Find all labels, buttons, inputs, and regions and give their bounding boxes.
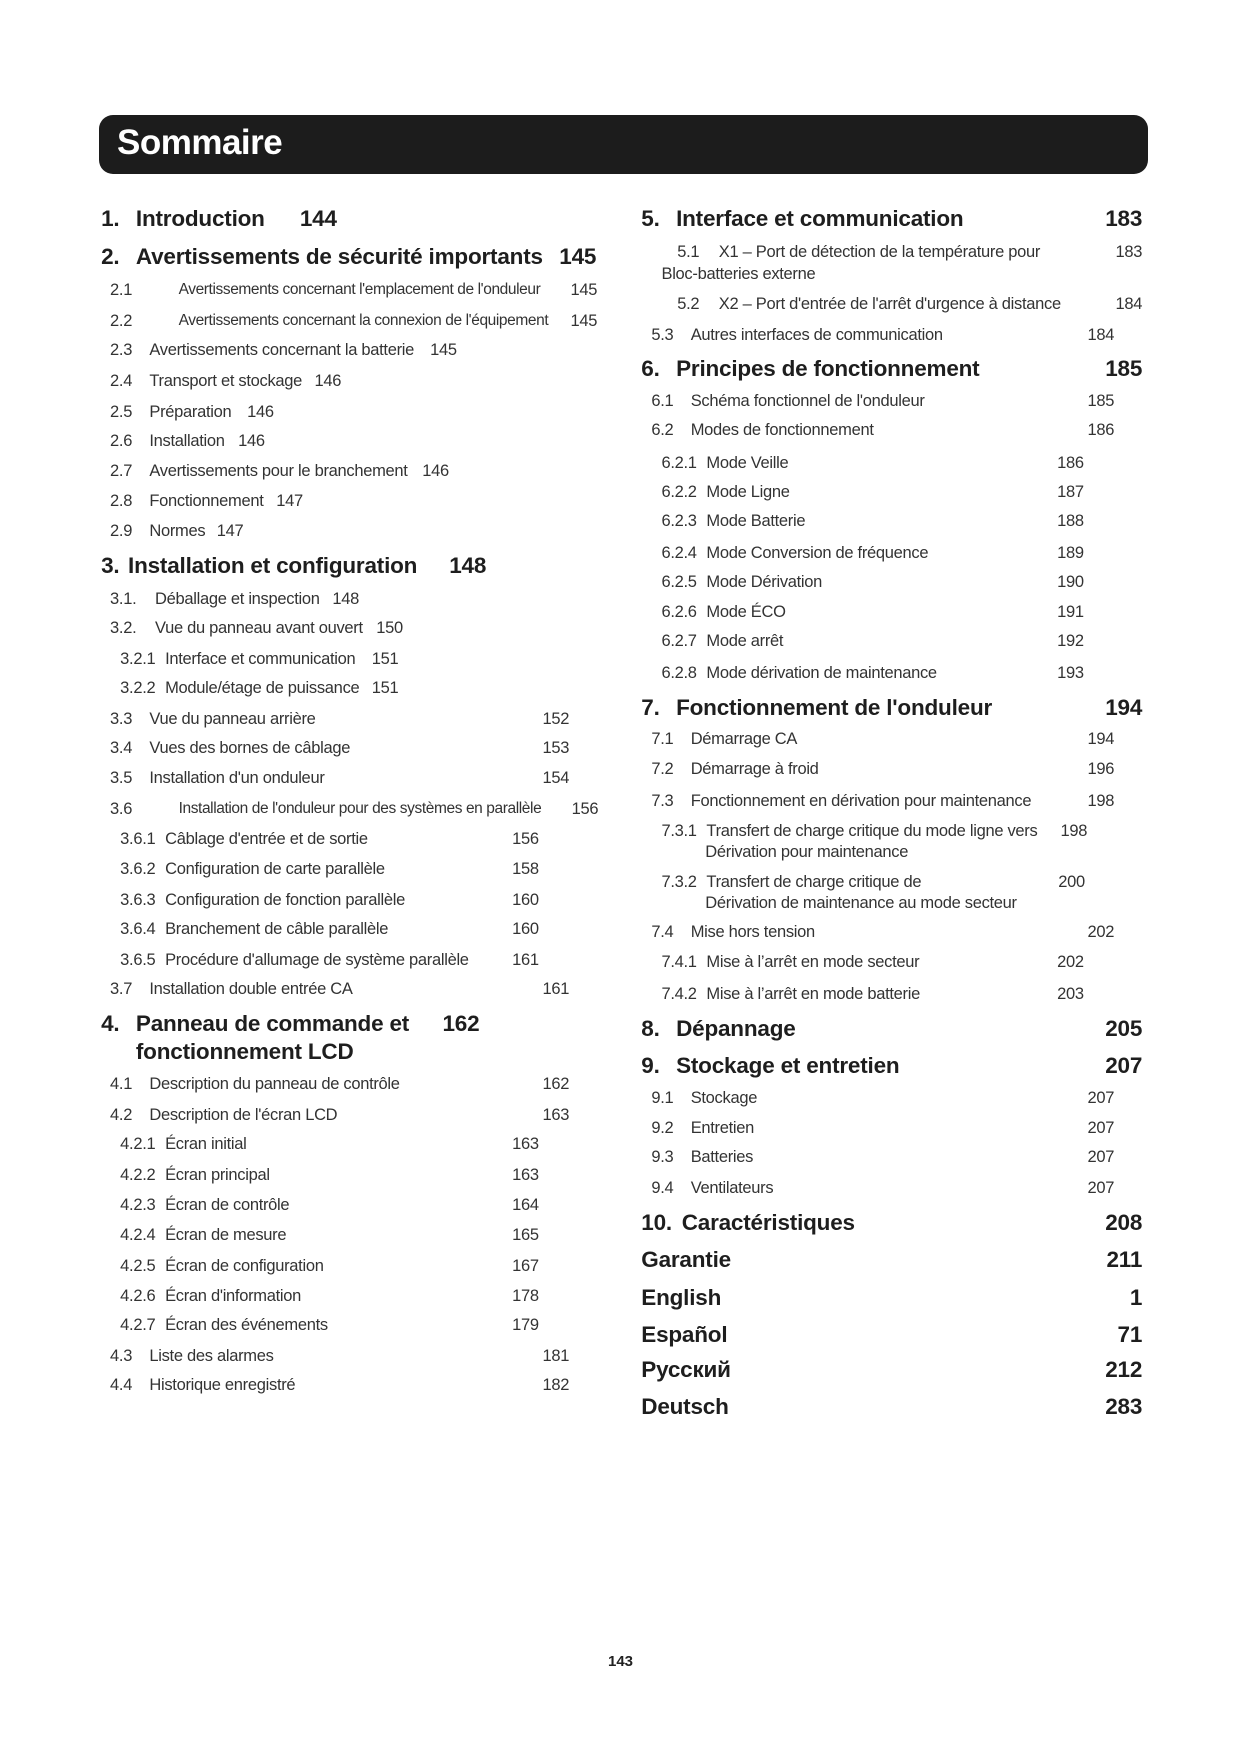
entry-title: Installation double entrée CA xyxy=(149,980,353,999)
entry-title: Avertissements de sécurité importants xyxy=(135,244,543,270)
entry-number: 9.2 xyxy=(651,1118,674,1137)
entry-title: Câblage d'entrée et de sortie xyxy=(165,829,368,848)
entry-page: 192 xyxy=(1057,632,1084,651)
entry-page: 182 xyxy=(542,1375,570,1394)
page-number: 143 xyxy=(608,1653,634,1670)
entry-page: 203 xyxy=(1057,984,1084,1003)
entry-number: 4.2.6 xyxy=(120,1287,156,1306)
entry-title: Mode Dérivation xyxy=(706,572,823,591)
entry-title: Écran des événements xyxy=(165,1316,328,1335)
entry-page: 145 xyxy=(570,312,598,331)
entry-title: Caractéristiques xyxy=(681,1210,855,1236)
entry-page: 151 xyxy=(371,679,399,698)
entry-title: Installation de l'onduleur pour des systèmes en parallèle xyxy=(178,799,542,817)
entry-page: 147 xyxy=(276,491,303,510)
entry-number: 2.9 xyxy=(110,522,133,541)
page-title: Sommaire xyxy=(117,123,283,162)
entry-title: Principes de fonctionnement xyxy=(676,356,980,382)
entry-title: Transfert de charge critique du mode ligne vers xyxy=(706,822,1038,841)
entry-page: 184 xyxy=(1087,325,1115,344)
entry-page: 167 xyxy=(512,1256,539,1275)
entry-page: 186 xyxy=(1087,421,1115,440)
entry-title-continued: Bloc-batteries externe xyxy=(661,265,816,284)
entry-page: 198 xyxy=(1087,791,1115,810)
entry-page: 183 xyxy=(1115,242,1143,261)
entry-page: 158 xyxy=(512,860,539,879)
entry-page: 163 xyxy=(512,1135,539,1154)
entry-title: Écran principal xyxy=(165,1165,270,1184)
entry-page: 153 xyxy=(542,738,570,757)
entry-page: 163 xyxy=(542,1106,570,1125)
entry-number: 3.2.1 xyxy=(120,650,156,669)
entry-page: 178 xyxy=(512,1287,539,1306)
entry-title: Mode Conversion de fréquence xyxy=(706,543,929,562)
toc-subsection-entry[interactable] xyxy=(0,981,1241,1007)
entry-title: Fonctionnement de l'onduleur xyxy=(676,694,993,720)
entry-title: Écran de contrôle xyxy=(165,1196,290,1215)
toc-section-entry[interactable] xyxy=(0,356,1241,382)
toc-subsection-entry[interactable] xyxy=(0,540,1241,566)
entry-page: 207 xyxy=(1087,1179,1115,1198)
entry-title: Español xyxy=(641,1322,728,1348)
entry-page: 183 xyxy=(1105,206,1143,231)
toc-subsection-entry[interactable] xyxy=(0,417,1241,443)
entry-title: Русский xyxy=(641,1357,731,1383)
toc-subsection-entry[interactable] xyxy=(0,628,1241,654)
toc-subsection-entry[interactable] xyxy=(0,1085,1241,1111)
entry-number: 5.1 xyxy=(677,242,700,261)
entry-title: Introduction xyxy=(135,206,265,231)
entry-title: Deutsch xyxy=(641,1394,729,1420)
entry-title: Mode Ligne xyxy=(706,482,790,501)
toc-section-entry[interactable] xyxy=(0,1053,1241,1079)
entry-page: 71 xyxy=(1117,1322,1143,1348)
entry-page: 160 xyxy=(512,919,539,938)
entry-page: 208 xyxy=(1105,1210,1143,1236)
entry-page: 283 xyxy=(1105,1394,1143,1420)
entry-page: 207 xyxy=(1087,1118,1115,1137)
toc-section-entry[interactable] xyxy=(0,1322,1241,1348)
entry-page: 148 xyxy=(332,589,360,608)
entry-page: 181 xyxy=(542,1346,570,1365)
toc-subsection-entry[interactable] xyxy=(0,322,1241,348)
entry-title: Écran initial xyxy=(165,1135,247,1154)
entry-number: 5.2 xyxy=(677,295,700,314)
toc-subsection-entry[interactable] xyxy=(0,450,1241,476)
entry-number: 2.3 xyxy=(110,341,133,360)
entry-number: 4.2.5 xyxy=(120,1256,156,1275)
entry-number: 9.4 xyxy=(651,1179,674,1198)
toc-section-entry[interactable] xyxy=(0,1247,1241,1273)
entry-page: 187 xyxy=(1057,482,1084,501)
toc-section-entry[interactable] xyxy=(0,1285,1241,1311)
entry-title-continued: Dérivation de maintenance au mode secteur xyxy=(705,893,1017,912)
entry-number: 7.2 xyxy=(651,760,674,779)
entry-number: 5.3 xyxy=(651,325,674,344)
entry-title: Transport et stockage xyxy=(149,371,303,390)
toc-section-entry[interactable] xyxy=(0,1016,1241,1042)
entry-number: 3.3 xyxy=(110,709,133,728)
entry-title: X2 – Port d'entrée de l'arrêt d'urgence à distance xyxy=(718,295,1061,314)
entry-number: 7.3.2 xyxy=(661,872,697,891)
entry-number: 6.1 xyxy=(651,391,674,410)
entry-title: Installation d'un onduleur xyxy=(149,769,325,788)
entry-page: 164 xyxy=(512,1196,539,1215)
entry-title: English xyxy=(641,1285,722,1311)
toc-subsection-entry[interactable] xyxy=(0,239,1241,284)
entry-title: Interface et communication xyxy=(165,650,356,669)
entry-number: 4.1 xyxy=(110,1074,133,1093)
toc-subsection-entry[interactable] xyxy=(0,388,1241,414)
entry-page: 146 xyxy=(247,403,274,422)
entry-page: 211 xyxy=(1106,1247,1143,1273)
entry-number: 2.4 xyxy=(110,371,133,390)
entry-page: 154 xyxy=(542,769,570,788)
entry-title: Autres interfaces de communication xyxy=(690,325,943,344)
entry-page: 194 xyxy=(1105,694,1143,720)
entry-page: 1 xyxy=(1129,1285,1143,1311)
entry-page: 150 xyxy=(376,618,403,637)
entry-number: 3.4 xyxy=(110,738,133,757)
entry-number: 7.4 xyxy=(651,923,674,942)
toc-subsection-entry[interactable] xyxy=(0,569,1241,595)
entry-page: 205 xyxy=(1105,1015,1143,1041)
entry-page: 146 xyxy=(422,461,449,480)
toc-subsection-entry[interactable] xyxy=(0,660,1241,686)
entry-title: Fonctionnement xyxy=(149,491,264,510)
entry-number: 8. xyxy=(641,1015,660,1041)
entry-title: Module/étage de puissance xyxy=(165,679,360,698)
entry-number: 3.6.2 xyxy=(120,860,156,879)
entry-page: 202 xyxy=(1087,923,1115,942)
entry-title: Historique enregistré xyxy=(149,1375,296,1394)
entry-number: 7.1 xyxy=(651,729,674,748)
entry-number: 2.7 xyxy=(110,461,133,480)
header-bar xyxy=(99,115,1148,174)
entry-number: 7.4.2 xyxy=(661,984,697,1003)
entry-title: Démarrage à froid xyxy=(690,760,819,779)
entry-page: 207 xyxy=(1087,1089,1115,1108)
entry-number: 6.2.8 xyxy=(661,663,697,682)
toc-subsection-entry[interactable] xyxy=(0,726,1241,752)
entry-title: Description du panneau de contrôle xyxy=(149,1074,400,1093)
toc-section-entry[interactable] xyxy=(0,206,1241,232)
entry-title: Stockage xyxy=(690,1089,758,1108)
entry-title: Transfert de charge critique de xyxy=(706,872,922,891)
entry-title: Mise hors tension xyxy=(690,923,815,942)
entry-page: 156 xyxy=(512,829,539,848)
entry-title: Panneau de commande et xyxy=(135,1011,410,1037)
entry-page: 200 xyxy=(1058,872,1085,891)
entry-title: Avertissements concernant la batterie xyxy=(149,341,415,360)
entry-page: 191 xyxy=(1057,603,1084,622)
entry-number: 9. xyxy=(641,1052,660,1078)
entry-number: 6.2.3 xyxy=(661,512,697,531)
entry-title: Interface et communication xyxy=(676,206,964,231)
entry-title: Installation xyxy=(149,432,225,451)
entry-page: 162 xyxy=(542,1074,570,1093)
entry-number: 3.1. xyxy=(110,589,137,608)
entry-number: 4.2.3 xyxy=(120,1196,156,1215)
entry-number: 4.2 xyxy=(110,1106,133,1125)
toc-subsection-entry[interactable] xyxy=(0,1144,1241,1170)
entry-title: Ventilateurs xyxy=(690,1179,774,1198)
toc-section-entry[interactable] xyxy=(0,695,1241,721)
entry-page: 146 xyxy=(314,371,342,390)
entry-number: 7.3 xyxy=(651,791,674,810)
entry-page: 147 xyxy=(216,522,244,541)
entry-page: 194 xyxy=(1087,729,1115,748)
entry-title: Stockage et entretien xyxy=(676,1052,900,1078)
entry-title: Entretien xyxy=(690,1118,755,1137)
entry-number: 3.2.2 xyxy=(120,679,156,698)
entry-page: 162 xyxy=(442,1011,480,1037)
entry-title: Mise à l’arrêt en mode batterie xyxy=(706,984,920,1003)
entry-title: Mode dérivation de maintenance xyxy=(706,663,937,682)
toc-subsection-entry[interactable] xyxy=(0,756,1241,782)
entry-number: 7. xyxy=(641,694,660,720)
entry-title: Branchement de câble parallèle xyxy=(165,919,389,938)
entry-page: 161 xyxy=(542,980,570,999)
entry-title: Dépannage xyxy=(676,1015,796,1041)
entry-title: Modes de fonctionnement xyxy=(690,421,874,440)
entry-number: 9.1 xyxy=(651,1089,674,1108)
entry-number: 6.2.6 xyxy=(661,603,697,622)
entry-title-continued: Dérivation pour maintenance xyxy=(705,843,909,862)
entry-title: Configuration de carte parallèle xyxy=(165,860,385,879)
entry-number: 2.5 xyxy=(110,403,133,422)
entry-title: Vue du panneau arrière xyxy=(149,709,316,728)
entry-title-continued: fonctionnement LCD xyxy=(135,1039,354,1065)
entry-title: Écran de configuration xyxy=(165,1256,324,1275)
entry-number: 5. xyxy=(641,206,660,231)
entry-title: Avertissements concernant la connexion de l'équipement xyxy=(178,312,549,330)
entry-page: 163 xyxy=(512,1165,539,1184)
entry-title: Installation et configuration xyxy=(128,553,418,579)
entry-title: Fonctionnement en dérivation pour maintenance xyxy=(690,791,1032,810)
entry-page: 148 xyxy=(449,553,487,579)
entry-number: 3.6.4 xyxy=(120,919,156,938)
entry-page: 190 xyxy=(1057,572,1084,591)
entry-page: 196 xyxy=(1087,760,1115,779)
entry-page: 156 xyxy=(571,799,599,818)
entry-page: 185 xyxy=(1087,391,1115,410)
entry-title: Écran d'information xyxy=(165,1287,302,1306)
entry-page: 207 xyxy=(1087,1147,1115,1166)
entry-number: 6.2.4 xyxy=(661,543,697,562)
entry-title: Écran de mesure xyxy=(165,1226,287,1245)
entry-number: 3. xyxy=(101,553,120,579)
entry-title: Garantie xyxy=(641,1247,731,1273)
entry-title: Description de l'écran LCD xyxy=(149,1106,338,1125)
entry-number: 4.2.2 xyxy=(120,1165,156,1184)
entry-number: 3.6.1 xyxy=(120,829,156,848)
entry-page: 198 xyxy=(1060,822,1088,841)
entry-title: Démarrage CA xyxy=(690,729,798,748)
entry-page: 186 xyxy=(1057,453,1084,472)
entry-number: 6.2.5 xyxy=(661,572,697,591)
entry-title: Vue du panneau avant ouvert xyxy=(154,618,363,637)
toc-subsection-entry[interactable] xyxy=(0,949,1241,975)
entry-number: 3.7 xyxy=(110,980,133,999)
entry-number: 2. xyxy=(101,244,120,270)
entry-title: Mise à l’arrêt en mode secteur xyxy=(706,953,920,972)
entry-title: Schéma fonctionnel de l'onduleur xyxy=(690,391,925,410)
entry-page: 145 xyxy=(559,244,597,270)
toc-subsection-entry[interactable] xyxy=(0,1115,1241,1141)
entry-number: 6.2.1 xyxy=(661,453,697,472)
entry-page: 144 xyxy=(299,206,337,231)
toc-subsection-entry[interactable] xyxy=(0,788,1241,814)
toc-section-entry[interactable] xyxy=(0,1394,1241,1420)
entry-title: X1 – Port de détection de la température pour xyxy=(718,242,1041,261)
entry-page: 193 xyxy=(1057,663,1084,682)
entry-page: 202 xyxy=(1057,953,1084,972)
entry-number: 4.3 xyxy=(110,1346,133,1365)
entry-number: 6.2.2 xyxy=(661,482,697,501)
toc-subsection-entry[interactable] xyxy=(0,291,1241,317)
toc-subsection-entry[interactable] xyxy=(0,599,1241,625)
entry-page: 145 xyxy=(430,341,457,360)
entry-title: Mode Veille xyxy=(706,453,789,472)
entry-page: 146 xyxy=(238,432,265,451)
entry-number: 2.8 xyxy=(110,491,133,510)
entry-number: 3.2. xyxy=(110,618,137,637)
entry-title: Avertissements pour le branchement xyxy=(149,461,408,480)
entry-number: 6.2.7 xyxy=(661,632,697,651)
toc-subsection-entry[interactable] xyxy=(0,818,1241,862)
entry-number: 4.2.1 xyxy=(120,1135,156,1154)
entry-page: 161 xyxy=(512,951,539,970)
entry-title: Vues des bornes de câblage xyxy=(149,738,351,757)
entry-title: Batteries xyxy=(690,1147,754,1166)
entry-number: 4.2.4 xyxy=(120,1226,156,1245)
entry-page: 207 xyxy=(1105,1052,1143,1078)
entry-title: Préparation xyxy=(149,403,232,422)
entry-number: 3.6.5 xyxy=(120,951,156,970)
entry-title: Normes xyxy=(149,522,206,541)
entry-number: 6.2 xyxy=(651,421,674,440)
entry-number: 1. xyxy=(101,206,120,231)
entry-page: 179 xyxy=(512,1316,539,1335)
toc-subsection-entry[interactable] xyxy=(0,919,1241,945)
entry-number: 10. xyxy=(641,1210,672,1236)
entry-title: Liste des alarmes xyxy=(149,1346,274,1365)
toc-section-entry[interactable] xyxy=(0,1210,1241,1236)
entry-title: Déballage et inspection xyxy=(154,589,320,608)
entry-number: 2.2 xyxy=(110,312,133,331)
toc-subsection-entry[interactable] xyxy=(0,1175,1241,1201)
entry-page: 185 xyxy=(1105,356,1143,382)
entry-page: 212 xyxy=(1105,1357,1143,1383)
entry-page: 184 xyxy=(1115,295,1143,314)
entry-page: 165 xyxy=(512,1226,539,1245)
entry-number: 4. xyxy=(101,1011,120,1037)
entry-page: 160 xyxy=(512,890,539,909)
entry-number: 2.1 xyxy=(110,280,133,299)
entry-number: 4.2.7 xyxy=(120,1316,156,1335)
toc-subsection-entry[interactable] xyxy=(0,508,1241,534)
entry-number: 4.4 xyxy=(110,1375,133,1394)
entry-number: 7.3.1 xyxy=(661,822,697,841)
entry-title: Avertissements concernant l'emplacement de l'onduleur xyxy=(178,280,541,298)
toc-subsection-entry[interactable] xyxy=(0,479,1241,505)
entry-number: 6. xyxy=(641,356,660,382)
entry-number: 7.4.1 xyxy=(661,953,697,972)
entry-page: 145 xyxy=(570,280,598,299)
entry-number: 3.5 xyxy=(110,769,133,788)
entry-page: 152 xyxy=(542,709,570,728)
toc-section-entry[interactable] xyxy=(0,1357,1241,1383)
entry-title: Mode ÉCO xyxy=(706,603,786,622)
entry-number: 2.6 xyxy=(110,432,133,451)
entry-number: 9.3 xyxy=(651,1147,674,1166)
entry-number: 3.6 xyxy=(110,799,133,818)
entry-title: Procédure d'allumage de système parallèle xyxy=(165,951,469,970)
entry-title: Configuration de fonction parallèle xyxy=(165,890,405,909)
entry-page: 188 xyxy=(1057,512,1084,531)
entry-title: Mode Batterie xyxy=(706,512,806,531)
entry-title: Mode arrêt xyxy=(706,632,784,651)
entry-page: 151 xyxy=(371,650,399,669)
entry-number: 3.6.3 xyxy=(120,890,156,909)
entry-page: 189 xyxy=(1057,543,1084,562)
